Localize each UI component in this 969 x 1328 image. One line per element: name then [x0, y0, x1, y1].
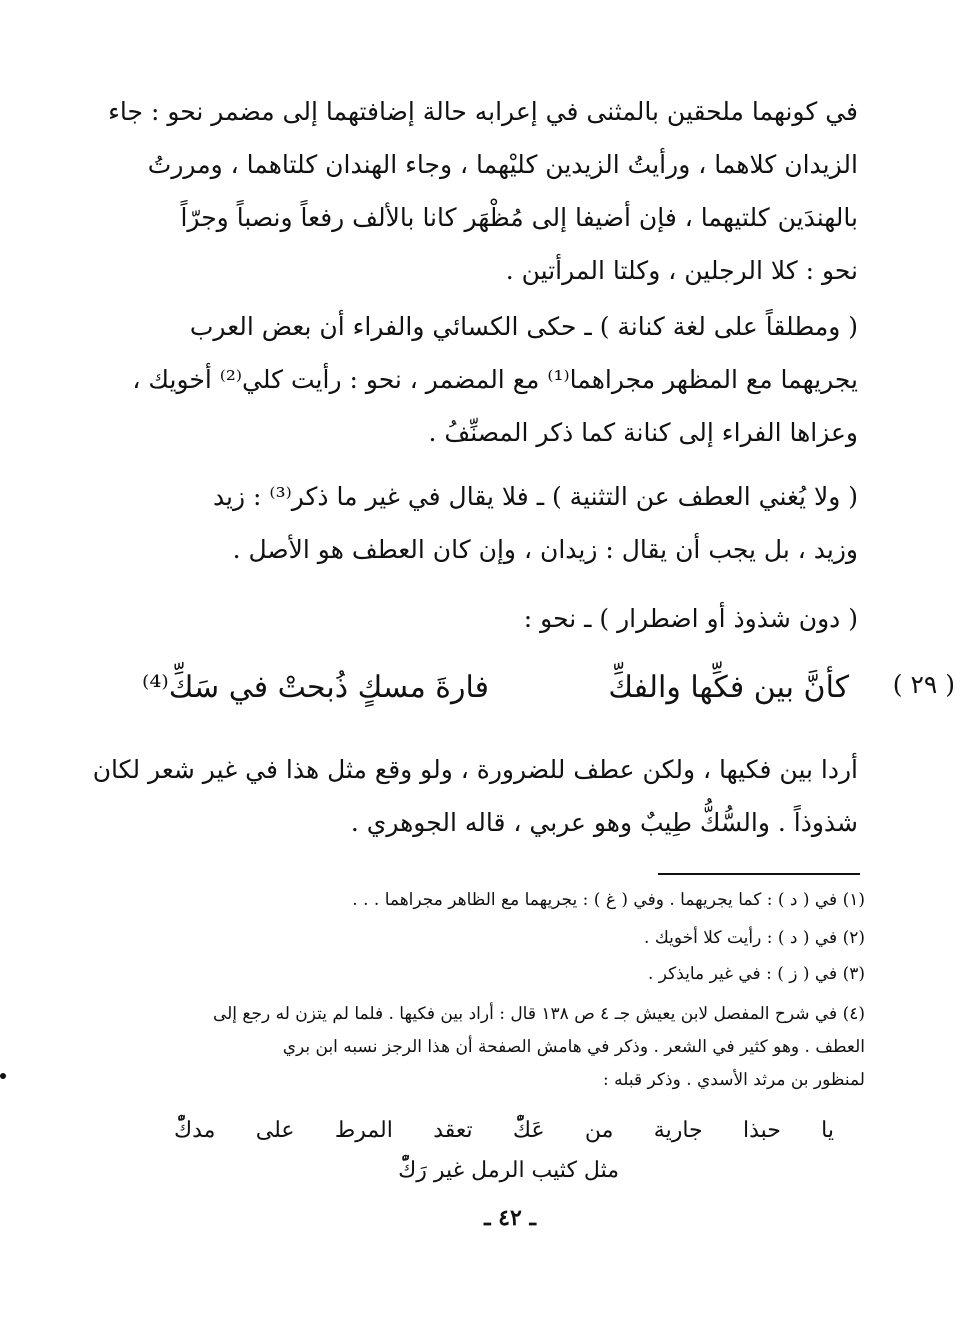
poem-line-1: يا حبذا جارية من عَكّْ تعقد المرط على مدكّْ [174, 1118, 834, 1143]
text-line: نحو : كلا الرجلين ، وكلتا المرأتين . [505, 256, 858, 285]
footnote-line: (٣) في ( ز ) : في غير مايذكر . [647, 964, 865, 984]
text-line: الزيدان كلاهما ، ورأيتُ الزيدين كليْهما ، وجاء الهندان كلتاهما ، ومررتُ [147, 150, 858, 179]
paragraph-3 [158, 470, 858, 576]
text-line: وزيد ، بل يجب أن يقال : زيدان ، وإن كان العطف هو الأصل . [232, 535, 858, 564]
paragraph-4 [158, 592, 858, 645]
footnote-3 [165, 958, 865, 991]
footnote-line: (١) في ( د ) : كما يجريهما . وفي ( غ ) : يجريهما مع الظاهر مجراهما . . . [352, 890, 865, 910]
footnote-line: (٢) في ( د ) : رأيت كلا أخويك . [644, 928, 865, 948]
footnote-line: لمنظور بن مرثد الأسدي . وذكر قبله : [603, 1070, 865, 1090]
footnote-4 [165, 998, 865, 1097]
text-line: يجريهما مع المظهر مجراهما⁽¹⁾ مع المضمر ، نحو : رأيت كلي⁽²⁾ أخويك ، [132, 365, 858, 394]
scan-mark [0, 1073, 6, 1079]
poem-line-2: مثل كثيب الرمل غير رَكّْ [398, 1158, 619, 1183]
paragraph-2 [132, 300, 858, 459]
text-line: ( ولا يُغني العطف عن التثنية ) ـ فلا يقال في غير ما ذكر⁽³⁾ : زيد [212, 482, 858, 511]
footnote-line: العطف . وهو كثير في الشعر . وذكر في هامش الصفحة أن هذا الرجز نسبه ابن بري [282, 1037, 865, 1057]
footnote-divider [658, 873, 860, 875]
paragraph-5 [92, 743, 858, 849]
footnote-1 [165, 884, 865, 917]
verse-second-hemistich: فارةَ مسكٍ ذُبحتْ في سَكِّ⁽⁴⁾ [141, 670, 489, 705]
text-line: بالهندَين كلتيهما ، فإن أضيفا إلى مُظْهَر كانا بالألف رفعاً ونصباً وجرّاً [180, 203, 858, 232]
text-line: وعزاها الفراء إلى كنانة كما ذكر المصنِّفُ . [428, 418, 858, 447]
page-number: ـ ٤٢ ـ [484, 1205, 536, 1231]
text-line: ( ومطلقاً على لغة كنانة ) ـ حكى الكسائي والفراء أن بعض العرب [189, 312, 858, 341]
text-line: شذوذاً . والسُّكُّ طِيبٌ وهو عربي ، قاله الجوهري . [350, 808, 858, 837]
verse-number: ( ٢٩ ) [892, 670, 955, 699]
text-line: في كونهما ملحقين بالمثنى في إعرابه حالة إضافتهما إلى مضمر نحو : جاء [108, 97, 858, 126]
paragraph-1 [108, 85, 858, 297]
footnote-line: (٤) في شرح المفصل لابن يعيش جـ ٤ ص ١٣٨ قال : أراد بين فكيها . فلما لم يتزن له رجع إلى [212, 1004, 865, 1024]
footnote-2 [165, 922, 865, 955]
verse-first-hemistich: كأنَّ بين فكِّها والفكِّ [608, 670, 849, 705]
text-line: ( دون شذوذ أو اضطرار ) ـ نحو : [523, 604, 858, 633]
text-line: أردا بين فكيها ، ولكن عطف للضرورة ، ولو وقع مثل هذا في غير شعر لكان [92, 755, 858, 784]
